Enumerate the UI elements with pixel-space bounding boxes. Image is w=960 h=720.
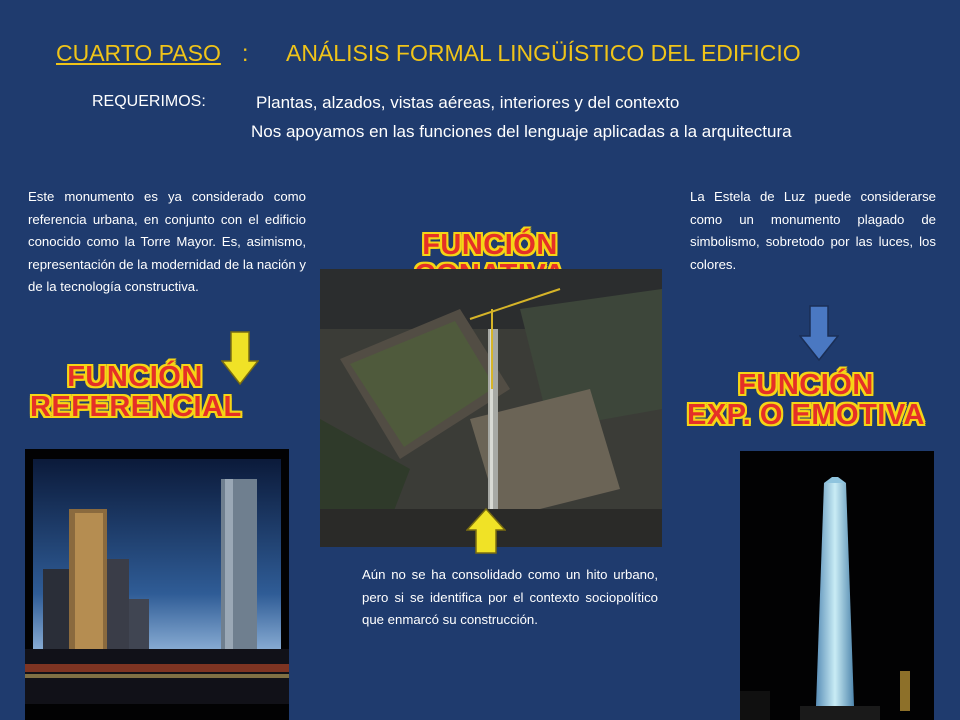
function-referencial-line1: FUNCIÓN xyxy=(67,361,203,393)
function-conativa: FUNCIÓN xyxy=(422,229,558,261)
arrow-up-icon xyxy=(466,508,506,559)
requirements-line2: Nos apoyamos en las funciones del lenguaje aplicadas a la arquitectura xyxy=(251,122,792,141)
center-paragraph: Aún no se ha consolidado como un hito urbano, pero si se identifica por el contexto sociopolítico que enmarcó su construcción. xyxy=(362,567,658,627)
function-expresiva-line1: FUNCIÓN xyxy=(738,369,874,401)
illuminated-monument-photo xyxy=(740,451,934,720)
city-skyline-photo xyxy=(25,449,289,720)
page-title: ANÁLISIS FORMAL LINGÜÍSTICO DEL EDIFICIO xyxy=(286,40,801,66)
title-colon: : xyxy=(242,40,249,66)
requirements-line1: Plantas, alzados, vistas aéreas, interiores y del contexto xyxy=(256,93,680,112)
title-step: CUARTO PASO xyxy=(56,40,221,66)
function-expresiva xyxy=(686,370,926,431)
arrow-down-icon xyxy=(799,305,839,366)
requirements-label: REQUERIMOS: xyxy=(92,93,206,110)
left-paragraph: Este monumento es ya considerado como referencia urbana, en conjunto con el edificio conocido como la Torre Mayor. Es, asimismo, representación de la modernidad de la nación y de la tecnología constructiva. xyxy=(28,189,306,294)
aerial-view-photo xyxy=(320,269,662,547)
right-paragraph: La Estela de Luz puede considerarse como un monumento plagado de simbolismo, sobretodo por las luces, los colores. xyxy=(690,189,936,272)
function-referencial xyxy=(30,362,240,423)
function-expresiva-line2: EXP. O EMOTIVA xyxy=(687,399,925,432)
function-referencial-line2: REFERENCIAL xyxy=(30,391,242,424)
